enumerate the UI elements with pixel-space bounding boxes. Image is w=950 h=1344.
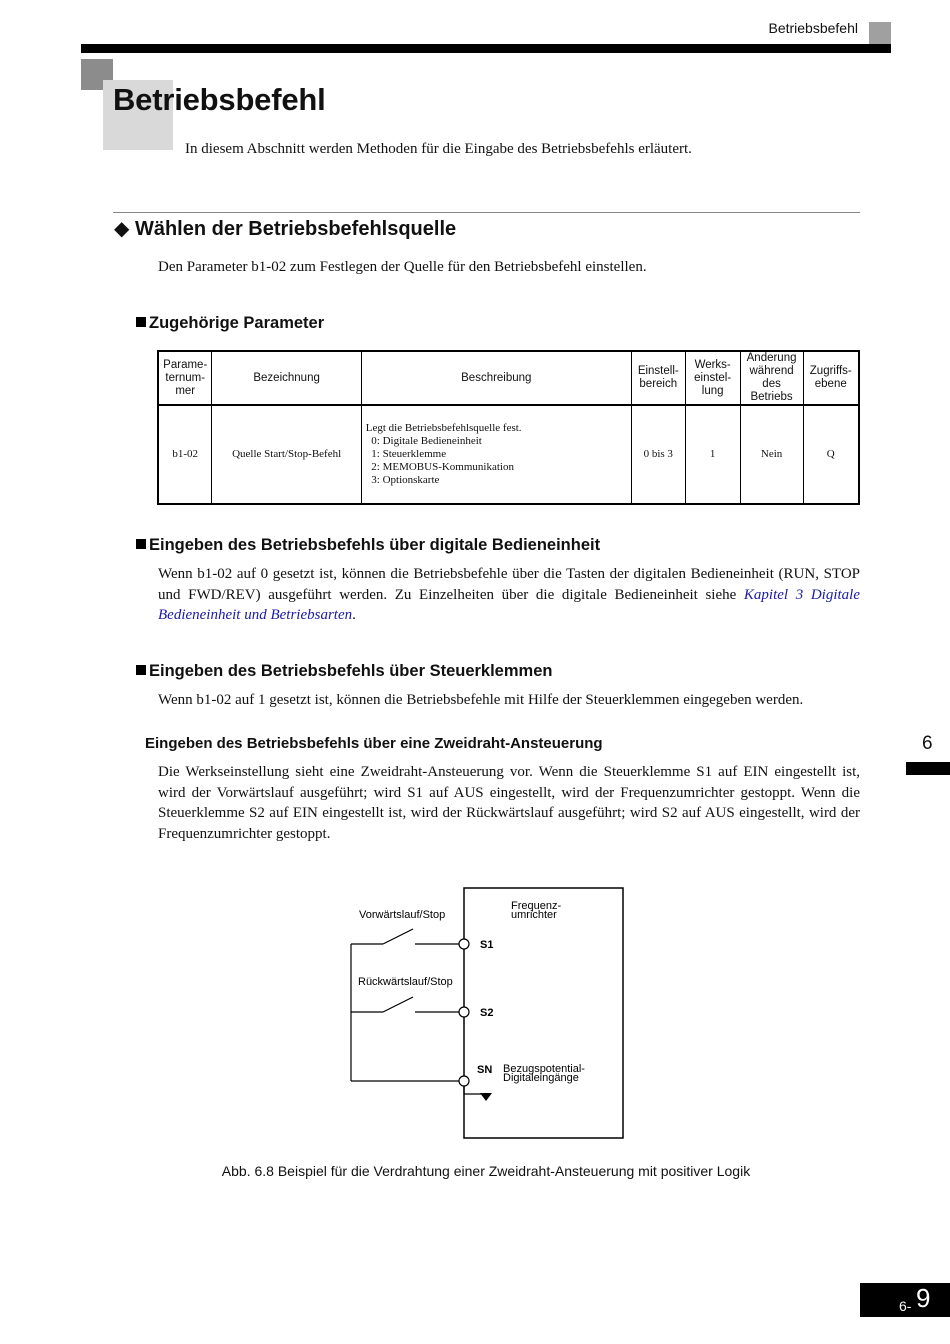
table-cell: Legt die Betriebsbefehlsquelle fest. 0: Digitale Bedieneinheit 1: Steuerklemme 2: MEMOBUS-Kommunikation 3: Optionskarte xyxy=(361,405,631,504)
table-header-cell: Beschreibung xyxy=(361,351,631,405)
page-number-prefix: 6- xyxy=(899,1298,912,1314)
subheading-text: Zugehörige Parameter xyxy=(149,314,325,332)
table-cell: 0 bis 3 xyxy=(631,405,685,504)
switch-s2 xyxy=(383,997,413,1012)
terminals-paragraph: Wenn b1-02 auf 1 gesetzt ist, können die Betriebsbefehle mit Hilfe der Steuerklemmen eingegeben werden. xyxy=(158,692,804,708)
operator-paragraph xyxy=(158,564,860,626)
forward-label: Vorwärtslauf/Stop xyxy=(359,909,446,921)
chapter-tab-bar xyxy=(906,762,950,775)
section-rule xyxy=(113,212,860,213)
bullet-square-icon xyxy=(136,317,146,327)
subheading-terminals xyxy=(136,662,552,681)
terminal-label-s2: S2 xyxy=(480,1007,494,1019)
section-heading: ◆ Wählen der Betriebsbefehlsquelle xyxy=(114,218,457,240)
table-cell: 1 xyxy=(685,405,740,504)
chapter-3-link[interactable]: Kapitel 3 Digitale Bedieneinheit und Betriebsarten xyxy=(158,586,861,623)
two-wire-paragraph: Die Werkseinstellung sieht eine Zweidraht-Ansteuerung vor. Wenn die Steuerklemme S1 auf EIN eingestellt ist, wird der Vorwärtslauf ausgeführt; wird S1 auf AUS eingestellt, wird der Frequenzumrichter gestoppt. Wenn die Steuerklemme S2 auf EIN eingestellt ist, wird der Rückwärtslauf ausgeführt; wird S2 auf AUS eingestellt, wird der Frequenzumrichter gestoppt. xyxy=(158,764,860,842)
section-intro: Den Parameter b1-02 zum Festlegen der Quelle für den Betriebsbefehl einstellen. xyxy=(158,259,647,275)
paragraph-text: Wenn b1-02 auf 0 gesetzt ist, können die Betriebsbefehle über die Tasten der digitalen Bedieneinheit (RUN, STOP und FWD/REV) ausgeführt werden. Zu Einzelheiten über die digitale Bedieneinheit siehe xyxy=(158,566,860,603)
table-cell: Nein xyxy=(740,405,803,504)
paragraph-tail: . xyxy=(352,607,356,623)
subheading-operator xyxy=(136,536,600,555)
inverter-label: umrichter xyxy=(511,909,557,921)
header-rule xyxy=(81,44,891,53)
subheading-two-wire: Eingeben des Betriebsbefehls über eine Zweidraht-Ansteuerung xyxy=(145,735,603,752)
inverter-label: Frequenz- xyxy=(511,900,562,912)
table-header-cell: Parame- ternum- mer xyxy=(158,351,212,405)
table-header-cell: Werks- einstel- lung xyxy=(685,351,740,405)
reverse-label: Rückwärtslauf/Stop xyxy=(358,976,453,988)
reference-label: Bezugspotential- xyxy=(503,1063,585,1075)
bullet-square-icon xyxy=(136,539,146,549)
page-title: Betriebsbefehl xyxy=(113,82,326,117)
intro-text: In diesem Abschnitt werden Methoden für die Eingabe des Betriebsbefehls erläutert. xyxy=(185,141,692,157)
table-header-row xyxy=(158,351,859,405)
table-header-cell: Zugriffs- ebene xyxy=(803,351,859,405)
terminal-label-s1: S1 xyxy=(480,939,494,951)
wiring-diagram xyxy=(340,882,640,1152)
running-header: Betriebsbefehl xyxy=(768,20,858,36)
chapter-tab-number: 6 xyxy=(922,733,933,754)
terminal-s1 xyxy=(459,939,469,949)
switch-s1 xyxy=(383,929,413,944)
terminal-label-sn: SN xyxy=(477,1064,493,1076)
terminal-s2 xyxy=(459,1007,469,1017)
table-cell: b1-02 xyxy=(158,405,212,504)
table-row xyxy=(158,405,859,504)
page-number: 9 xyxy=(916,1283,931,1313)
bullet-square-icon xyxy=(136,665,146,675)
table-cell: Q xyxy=(803,405,859,504)
parameter-table xyxy=(157,350,860,505)
table-header-cell: Bezeichnung xyxy=(212,351,361,405)
terminal-sn xyxy=(459,1076,469,1086)
ground-icon xyxy=(480,1093,492,1101)
subheading-text: Eingeben des Betriebsbefehls über Steuerklemmen xyxy=(149,662,553,680)
subheading-parameters xyxy=(136,314,324,333)
table-header-cell: Änderung während des Betriebs xyxy=(740,351,803,405)
ground-wire xyxy=(464,1086,486,1099)
reference-label: Digitaleingänge xyxy=(503,1072,579,1084)
page-number-box xyxy=(860,1283,950,1317)
header-square xyxy=(869,22,891,44)
figure-caption: Abb. 6.8 Beispiel für die Verdrahtung einer Zweidraht-Ansteuerung mit positiver Logik xyxy=(221,1163,751,1179)
table-header-cell: Einstell- bereich xyxy=(631,351,685,405)
table-cell: Quelle Start/Stop-Befehl xyxy=(212,405,361,504)
subheading-text: Eingeben des Betriebsbefehls über digitale Bedieneinheit xyxy=(149,536,601,554)
